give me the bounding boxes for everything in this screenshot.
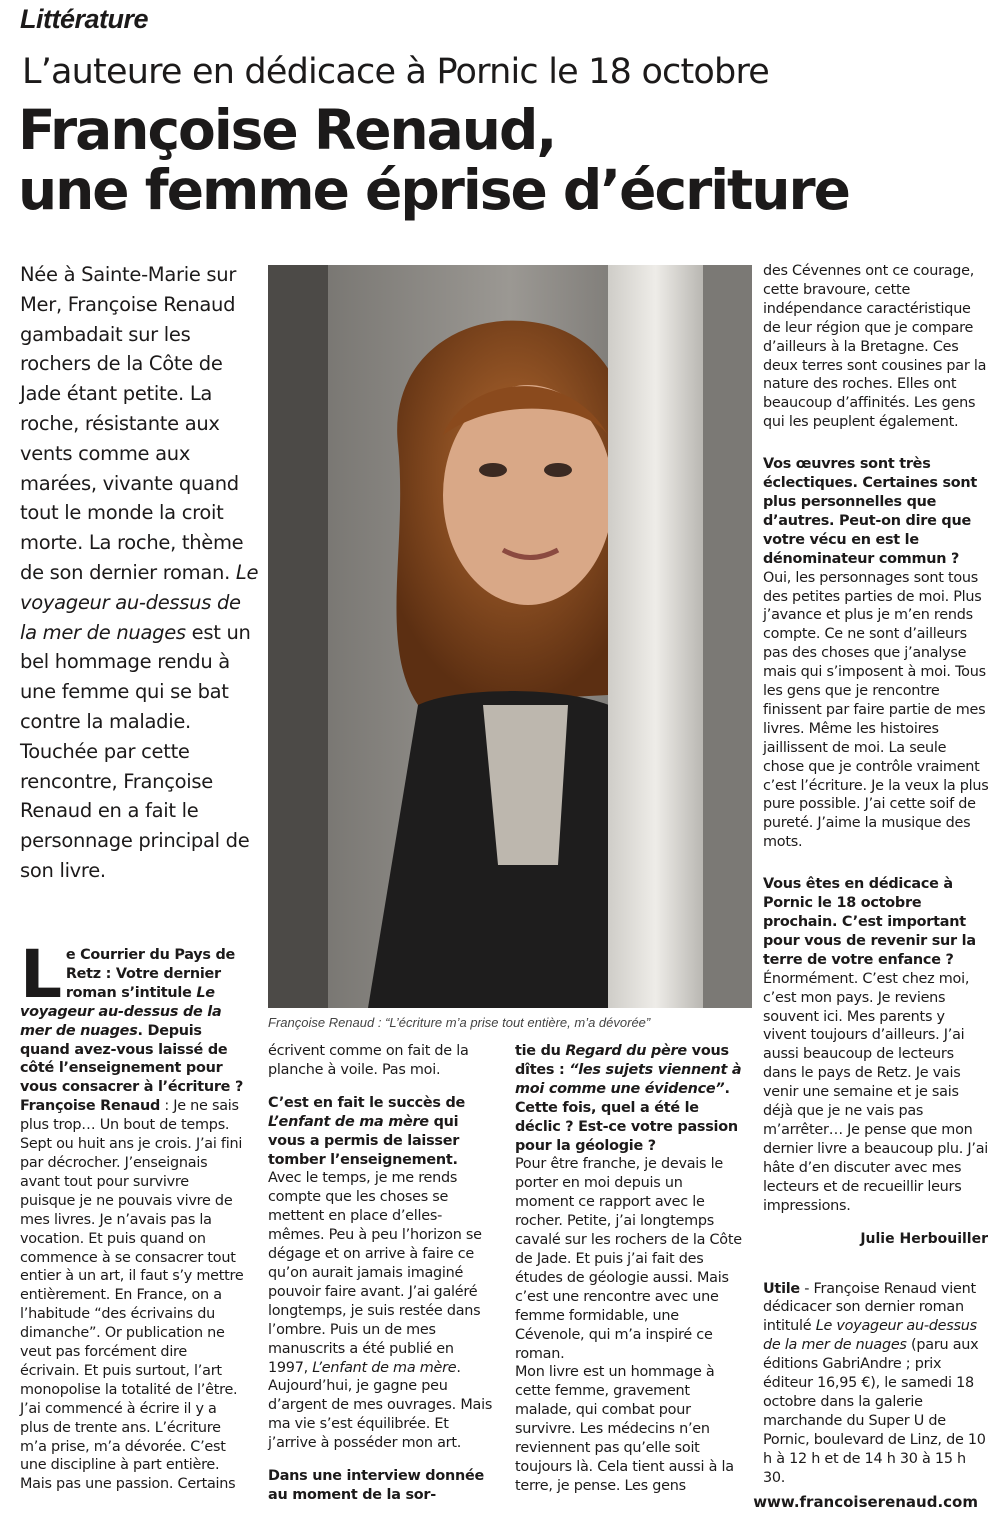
- question-3-book-title: Regard du père: [565, 1043, 687, 1059]
- speaker-name: Françoise Renaud: [20, 1098, 160, 1115]
- question-2: [268, 1094, 493, 1170]
- question-1: [20, 936, 248, 1097]
- article-headline: [18, 100, 849, 220]
- website-link[interactable]: www.francoiserenaud.com: [753, 1493, 978, 1511]
- author-signature: Julie Herbouiller: [860, 1231, 988, 1247]
- question-1-book-title: Le voyageur au-dessus de la mer de nuages: [20, 984, 222, 1039]
- author-photo: [268, 265, 752, 1008]
- answer-1-continued: écrivent comme on fait de la planche à voile. Pas moi.: [268, 1043, 469, 1078]
- useful-info-book-title: Le voyageur au-dessus de la mer de nuages: [763, 1318, 977, 1354]
- question-3-text-mid: vous dîtes :: [515, 1043, 729, 1078]
- answer-1-text: : Je ne sais plus trop… Un bout de temps. Sept ou huit ans je crois. J’ai fini par décrocher. J’enseignais avant tout pour survivre puisque je ne pouvais vivre de mes livres. Je n’avais pas la vocation. Et puis quand on commence à se consacrer tout entier à un art, il faut s’y mettre entièrement. En France, on a l’habitude “des écrivains du dimanche”. Or publication ne veut pas forcément dire écrivain. Et puis surtout, l’art monopolise la totalité de l’être. J’ai commencé à écrire il y a plus de trente ans. L’écriture m’a prise, m’a dévorée. C’est une discipline à part entière. Mais pas une passion. Certains: [20, 1098, 244, 1493]
- answer-1: [20, 1097, 248, 1494]
- answer-3-part-2: Mon livre est un hommage à cette femme, gravement malade, qui combat pour survivre. Les médecins n’en reviennent pas qu’elle soit toujours là. Cela tient aussi à la terre, je pense. Les gens: [515, 1364, 734, 1494]
- useful-info-text-end: (paru aux éditions GabriAndre ; prix éditeur 16,95 €), le samedi 18 octobre dans la galerie marchande du Super U de Pornic, boulevard de Linz, de 10 h à 12 h et de 14 h 30 à 15 h 30.: [763, 1337, 986, 1486]
- question-3-quote: “les sujets viennent à moi comme une évidence”: [515, 1061, 742, 1097]
- question-4: Vos œuvres sont très éclectiques. Certaines sont plus personnelles que d’autres. Peut-on dire que votre vécu en est le dénominateur commun ?: [763, 456, 978, 567]
- headline-line-2: une femme éprise d’écriture: [18, 158, 849, 222]
- answer-4: Oui, les personnages sont tous des petites parties de moi. Plus j’avance et plus je m’en rends compte. Ce ne sont d’ailleurs pas des choses que j’analyse mais qui s’imposent à moi. Tous les gens que je rencontre finissent par faire partie de mes livres. Même les histoires jaillissent de moi. La seule chose que je contrôle vraiment c’est l’écriture. Je la veux la plus pure possible. J’ai cette soif de pureté. J’aime la musique des mots.: [763, 569, 989, 851]
- question-2-text: C’est en fait le succès de: [268, 1094, 466, 1111]
- lead-text-1: Née à Sainte-Marie sur Mer, Françoise Renaud gambadait sur les rochers de la Côte de Jade étant petite. La roche, résistante aux vents comme aux marées, vivante quand tout le monde la croit morte. La roche, thème de son dernier roman.: [20, 263, 244, 584]
- answer-5: Énormément. C’est chez moi, c’est mon pays. Je reviens souvent ici. Mes parents y vivent toujours d’ailleurs. J’ai aussi beaucoup de lecteurs dans le pays de Retz. Je vais venir une semaine et je sais déjà que je ne vais pas m’arrêter… Je pense que mon dernier livre a beaucoup plu. J’ai hâte d’en discuter avec mes lecteurs et de recueillir leurs impressions.: [763, 970, 989, 1214]
- question-3-start: Dans une interview donnée au moment de la sor-: [268, 1468, 484, 1503]
- question-1-text-end: . Depuis quand avez-vous laissé de côté l’enseignement pour vous consacrer à l’écriture ?: [20, 1022, 244, 1096]
- useful-info-text: - Françoise Renaud vient dédicacer son dernier roman intitulé: [763, 1280, 976, 1335]
- answer-2-text-end: . Aujourd’hui, je gagne peu d’argent de mes ouvrages. Mais ma vie s’est équilibrée. Et j’arrive à posséder mon art.: [268, 1359, 493, 1452]
- article-column-4: [763, 262, 989, 1487]
- author-portrait-image: [268, 265, 752, 1008]
- answer-3: Pour être franche, je devais le porter en moi depuis un moment ce rapport avec le rocher. Petite, j’ai longtemps cavalé sur les rochers de la Côte de Jade. Et puis j’ai fait des études de géologie aussi. Mais c’est une rencontre avec une femme formidable, une Cévenole, qui m’a inspiré ce roman.: [515, 1156, 742, 1362]
- question-2-text-end: qui vous a permis de laisser tomber l’enseignement.: [268, 1113, 460, 1168]
- article-subtitle: L’auteure en dédicace à Pornic le 18 octobre: [22, 52, 770, 92]
- question-2-book-title: L’enfant de ma mère: [268, 1113, 429, 1130]
- article-column-3: [515, 1042, 742, 1496]
- answer-3-continued: des Cévennes ont ce courage, cette bravoure, cette indépendance caractéristique de leur région que je compare d’ailleurs à la Bretagne. Ces deux terres sont cousines par la nature des roches. Elles ont beaucoup d’affinités. Les gens qui les peuplent également.: [763, 263, 987, 431]
- question-3-text-end: . Cette fois, quel a été le déclic ? Est-ce votre passion pour la géologie ?: [515, 1080, 738, 1154]
- question-3-text: tie du: [515, 1043, 566, 1059]
- question-1-text: e Courrier du Pays de Retz : Votre dernier roman s’intitule: [65, 947, 236, 1001]
- headline-line-1: Françoise Renaud,: [18, 98, 556, 162]
- answer-2: [268, 1169, 493, 1453]
- answer-2-book-title: L’enfant de ma mère: [312, 1359, 457, 1376]
- question-3: [515, 1042, 742, 1155]
- useful-info: [763, 1280, 989, 1488]
- lead-book-title: Le voyageur au-dessus de la mer de nuages: [20, 560, 259, 644]
- article-column-1: [20, 936, 248, 1494]
- answer-2-text: Avec le temps, je me rends compte que les choses se mettent en place d’elles-mêmes. Peu à peu l’horizon se dégage et on arrive à faire ce qu’on aurait jamais imaginé pouvoir faire avant. J’ai galéré longtemps, je suis restée dans l’ombre. Puis un de mes manuscrits a été publié en 1997,: [268, 1170, 482, 1376]
- article-column-2: [268, 1042, 493, 1505]
- section-rubric: Littérature: [20, 4, 149, 34]
- lead-paragraph: [20, 260, 260, 886]
- drop-cap: L: [20, 936, 62, 1013]
- lead-text-2: est un bel hommage rendu à une femme qui se bat contre la maladie. Touchée par cette rencontre, Françoise Renaud en a fait le personnage principal de son livre.: [20, 620, 251, 882]
- photo-caption: Françoise Renaud : “L’écriture m’a prise tout entière, m’a dévorée”: [268, 1015, 651, 1030]
- useful-info-label: Utile: [763, 1280, 800, 1297]
- question-5: Vous êtes en dédicace à Pornic le 18 octobre prochain. C’est important pour vous de revenir sur la terre de votre enfance ?: [763, 876, 976, 968]
